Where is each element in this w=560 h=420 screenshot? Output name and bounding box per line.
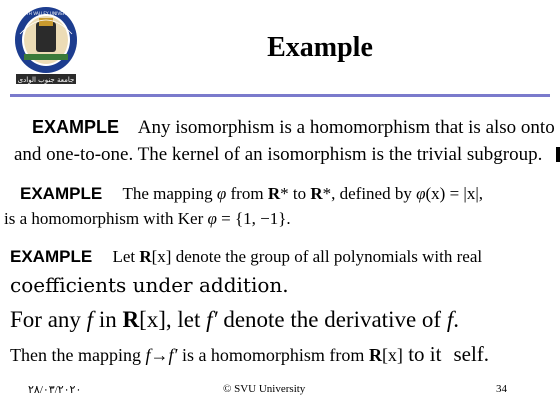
ex2-line2 [4, 209, 291, 229]
ex2-text: (x) = |x|, [425, 184, 483, 203]
ex3-text: Then the mapping [10, 345, 146, 365]
ex2-text: from [226, 184, 268, 203]
ex3-R: R [368, 345, 382, 365]
ex3-text: [x] [381, 345, 403, 365]
ex3-text: denote the derivative of [217, 307, 447, 332]
ex3-text: coefficients under addition. [10, 273, 289, 297]
ex3-text: is a homomorphism from [177, 345, 369, 365]
ex2-text: is a homomorphism with Ker [4, 209, 208, 228]
ex3-line3 [10, 307, 459, 333]
ex3-text: in [93, 307, 123, 332]
ex3-line4 [10, 342, 489, 367]
qed-square-icon [556, 147, 560, 162]
ex2-R: R [267, 184, 281, 203]
ex3-text: to it [402, 342, 442, 366]
ex3-text: For any [10, 307, 87, 332]
title-divider [10, 94, 550, 97]
ex3-text: . [453, 307, 459, 332]
ex3-f: f [446, 307, 454, 332]
logo-top-text: SOUTH VALLEY UNIVERSITY [17, 11, 75, 16]
ex3-keyword: EXAMPLE [10, 247, 93, 266]
ex3-text: [x], let [139, 307, 207, 332]
ex1-text-a: Any isomorphism is a homomorphism that is also onto [137, 117, 555, 138]
ex3-fprime: f′ [168, 345, 178, 365]
ex2-phi: φ [207, 209, 217, 228]
footer-page-number: 34 [496, 383, 507, 395]
ex2-text: = {1, −1}. [216, 209, 291, 228]
ex3-line2 [10, 273, 289, 297]
ex3-R: R [139, 247, 152, 266]
ex2-phi: φ [216, 184, 227, 203]
page-title: Example [267, 32, 373, 63]
ex3-f: f [145, 345, 151, 365]
ex3-fprime: f′ [206, 307, 218, 332]
ex2-text: *, defined by [322, 184, 417, 203]
ex3-R: R [122, 307, 140, 332]
ex3-text: self. [453, 342, 490, 366]
ex1-line2 [14, 144, 560, 166]
ex1-line1 [32, 117, 555, 139]
ex2-phi: φ [416, 184, 426, 203]
ex3-text: [x] denote the group of all polynomials with real [151, 247, 483, 266]
ex3-f: f [86, 307, 94, 332]
logo-crown-icon [39, 18, 53, 26]
logo-bottom-text: جامعة جنوب الوادى [17, 76, 75, 84]
ex3-line1 [10, 247, 482, 267]
ex2-text: The mapping [122, 184, 217, 203]
ex1-keyword: EXAMPLE [32, 117, 120, 137]
ex3-arrow: → [150, 345, 169, 365]
ex2-text: * to [280, 184, 311, 203]
ex3-text: Let [112, 247, 140, 266]
footer-center: © SVU University [223, 383, 306, 395]
ex2-keyword: EXAMPLE [20, 184, 103, 203]
footer-date: ٢٨/٠٣/٢٠٢٠ [28, 384, 82, 396]
ex2-line1 [20, 184, 483, 204]
ex2-R: R [310, 184, 323, 203]
ex1-text-b: and one-to-one. The kernel of an isomorphism is the trivial subgroup. [14, 144, 543, 165]
